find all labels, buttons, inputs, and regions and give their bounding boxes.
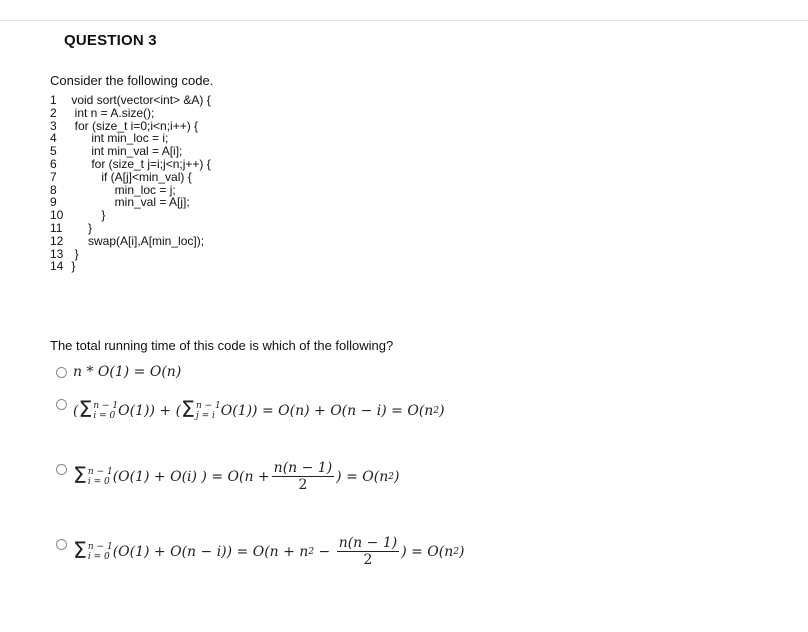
question-prompt: The total running time of this code is which of the following? xyxy=(50,338,394,353)
option-d-body: (O(1) + O(n − i)) = O(n + n xyxy=(112,543,309,560)
option-b-term1: O(1)) + ( xyxy=(118,403,182,419)
sigma-icon: Σ xyxy=(181,398,195,423)
option-d-denominator: 2 xyxy=(363,552,373,568)
option-d-minus: − xyxy=(314,543,335,560)
code-line-number: 11 xyxy=(50,220,63,235)
option-c-denominator: 2 xyxy=(298,477,308,493)
option-c-radio[interactable] xyxy=(56,464,67,475)
option-d-upper: n − 1 xyxy=(87,541,113,552)
option-d-lower: i = 0 xyxy=(87,551,110,562)
option-d-sum xyxy=(73,538,113,564)
option-d-tail: ) = O(n xyxy=(401,543,454,560)
code-line-text: for (size_t i=0;i<n;i++) { xyxy=(68,118,199,133)
sigma-icon: Σ xyxy=(73,463,87,489)
code-line xyxy=(50,94,211,107)
option-a-text: n * O(1) = O(n) xyxy=(73,364,182,380)
option-d-expression xyxy=(73,535,464,568)
code-line xyxy=(50,107,211,120)
option-c-close: ) xyxy=(393,468,400,485)
code-line-number: 3 xyxy=(50,118,57,133)
code-line-number: 14 xyxy=(50,259,64,274)
option-b-exp: 2 xyxy=(433,406,440,416)
option-b-tail: ) xyxy=(439,403,445,419)
option-a-radio[interactable] xyxy=(56,367,67,378)
option-b-upper2: n − 1 xyxy=(195,401,221,411)
sigma-icon: Σ xyxy=(73,538,87,564)
option-b-radio[interactable] xyxy=(56,399,67,410)
question-title: QUESTION 3 xyxy=(64,32,157,49)
code-line-number: 13 xyxy=(50,246,64,261)
option-c-expression xyxy=(73,460,399,493)
option-b-upper1: n − 1 xyxy=(93,401,119,411)
option-b-lower2: j = i xyxy=(195,411,215,421)
option-c-sum xyxy=(73,463,113,489)
code-line-number: 4 xyxy=(50,131,57,146)
code-line-number: 10 xyxy=(50,208,64,223)
code-line-text: min_val = A[j]; xyxy=(68,195,190,210)
code-line-text: int min_loc = i; xyxy=(68,131,169,146)
option-c[interactable] xyxy=(56,460,399,493)
top-divider xyxy=(0,20,808,21)
code-line-text: swap(A[i],A[min_loc]); xyxy=(68,233,205,248)
option-b-expression xyxy=(73,400,445,422)
code-line-number: 7 xyxy=(50,169,57,184)
option-c-lower: i = 0 xyxy=(87,476,110,487)
option-b-lower1: i = 0 xyxy=(93,411,116,421)
code-line-text: } xyxy=(68,246,79,261)
code-line-text: } xyxy=(68,220,93,235)
option-c-tail: ) = O(n xyxy=(336,468,389,485)
option-d[interactable] xyxy=(56,535,464,568)
code-line-text: for (size_t j=i;j<n;j++) { xyxy=(68,156,211,171)
option-d-radio[interactable] xyxy=(56,539,67,550)
code-line xyxy=(50,171,211,184)
code-line xyxy=(50,260,211,273)
code-line-number: 12 xyxy=(50,233,64,248)
code-line-number: 1 xyxy=(50,93,57,107)
code-line-text: int n = A.size(); xyxy=(68,105,155,120)
option-b[interactable] xyxy=(56,400,445,422)
option-d-exp2: 2 xyxy=(453,546,459,557)
code-line-text: int min_val = A[i]; xyxy=(68,144,183,159)
code-line xyxy=(50,235,211,248)
option-c-upper: n − 1 xyxy=(87,466,113,477)
option-b-sum2 xyxy=(181,400,221,422)
option-c-fraction xyxy=(272,460,335,493)
option-d-numerator: n(n − 1) xyxy=(338,535,398,551)
option-b-term2: O(1)) = O(n) + O(n − i) = O(n xyxy=(220,403,434,419)
sigma-icon: Σ xyxy=(78,398,93,423)
code-line-text: void sort(vector<int> &A) { xyxy=(68,93,211,107)
question-intro: Consider the following code. xyxy=(50,73,214,88)
code-line-number: 9 xyxy=(50,195,57,210)
option-c-body: (O(1) + O(i) ) = O(n + xyxy=(112,468,270,485)
code-line-number: 5 xyxy=(50,144,57,159)
code-line xyxy=(50,222,211,235)
code-line-text: if (A[j]<min_val) { xyxy=(68,169,192,184)
code-line-text: } xyxy=(68,259,76,274)
code-line-text: } xyxy=(68,208,106,223)
option-b-open: ( xyxy=(73,403,79,419)
option-c-numerator: n(n − 1) xyxy=(273,460,333,476)
option-a[interactable] xyxy=(56,364,181,380)
code-line-text: min_loc = j; xyxy=(68,182,176,197)
option-b-sum1 xyxy=(78,400,118,422)
code-line-number: 8 xyxy=(50,182,57,197)
option-d-fraction xyxy=(337,535,400,568)
option-d-close: ) xyxy=(459,543,465,560)
code-line-number: 6 xyxy=(50,156,57,171)
code-block xyxy=(50,94,211,273)
code-line xyxy=(50,158,211,171)
option-c-exp: 2 xyxy=(388,471,394,482)
code-line-number: 2 xyxy=(50,105,57,120)
option-d-exp1: 2 xyxy=(308,546,315,557)
